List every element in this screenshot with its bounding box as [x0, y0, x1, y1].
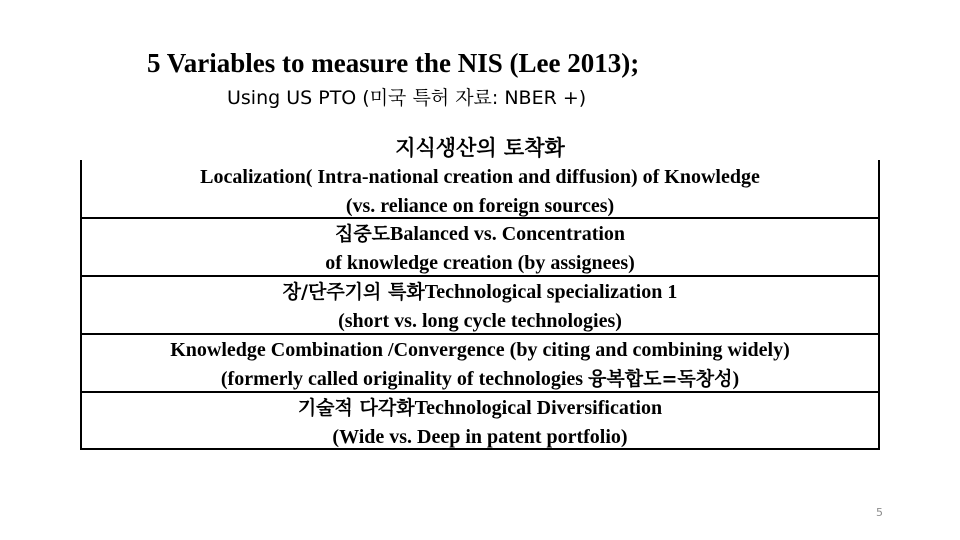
row-divider: [80, 275, 880, 277]
row-text: Technological Diversification: [414, 397, 663, 419]
row-line-1: [80, 163, 880, 192]
row-line-2: [80, 365, 880, 394]
row-line-2: [80, 307, 880, 336]
row-korean-label: 장/단주기의 특화: [282, 281, 425, 303]
slide-subtitle: Using US PTO (미국 특허 자료: NBER +): [227, 87, 587, 109]
row-line-1: [80, 394, 880, 423]
slide-title: 5 Variables to measure the NIS (Lee 2013);: [147, 48, 640, 78]
row-divider: [80, 217, 880, 219]
row-text: ): [732, 368, 740, 390]
row-text: Localization( Intra-national creation and diffusion) of Knowledge: [200, 166, 760, 188]
table-row: [80, 276, 880, 334]
table-row: [80, 218, 880, 276]
table-border-left: [80, 160, 82, 450]
page-number: 5: [876, 506, 883, 519]
row-text: Technological specialization 1: [424, 281, 678, 303]
row-text: Balanced vs. Concentration: [390, 223, 626, 245]
table-row: [80, 334, 880, 392]
row-line-2: [80, 249, 880, 278]
table-row: [80, 130, 880, 218]
table-border-right: [878, 160, 880, 450]
row-text: (Wide vs. Deep in patent portfolio): [332, 426, 628, 448]
row-text: (vs. reliance on foreign sources): [345, 195, 615, 217]
row-text: (formerly called originality of technologies: [220, 368, 589, 390]
table-header: [80, 134, 880, 164]
variables-table: [80, 130, 880, 450]
row-text: Knowledge Combination /Convergence (by citing and combining widely): [170, 339, 790, 361]
row-korean-label: 융복합도=독창성: [588, 368, 733, 390]
row-text: of knowledge creation (by assignees): [325, 252, 635, 274]
row-divider: [80, 333, 880, 335]
row-line-1: [80, 278, 880, 307]
table-header-label: 지식생산의 토착화: [395, 136, 565, 160]
row-line-1: [80, 336, 880, 365]
row-text: (short vs. long cycle technologies): [338, 310, 622, 332]
row-line-1: [80, 220, 880, 249]
row-korean-label: 집중도: [334, 223, 391, 245]
row-divider: [80, 391, 880, 393]
row-korean-label: 기술적 다각화: [297, 397, 415, 419]
table-border-bottom: [80, 448, 880, 450]
table-row: [80, 392, 880, 450]
